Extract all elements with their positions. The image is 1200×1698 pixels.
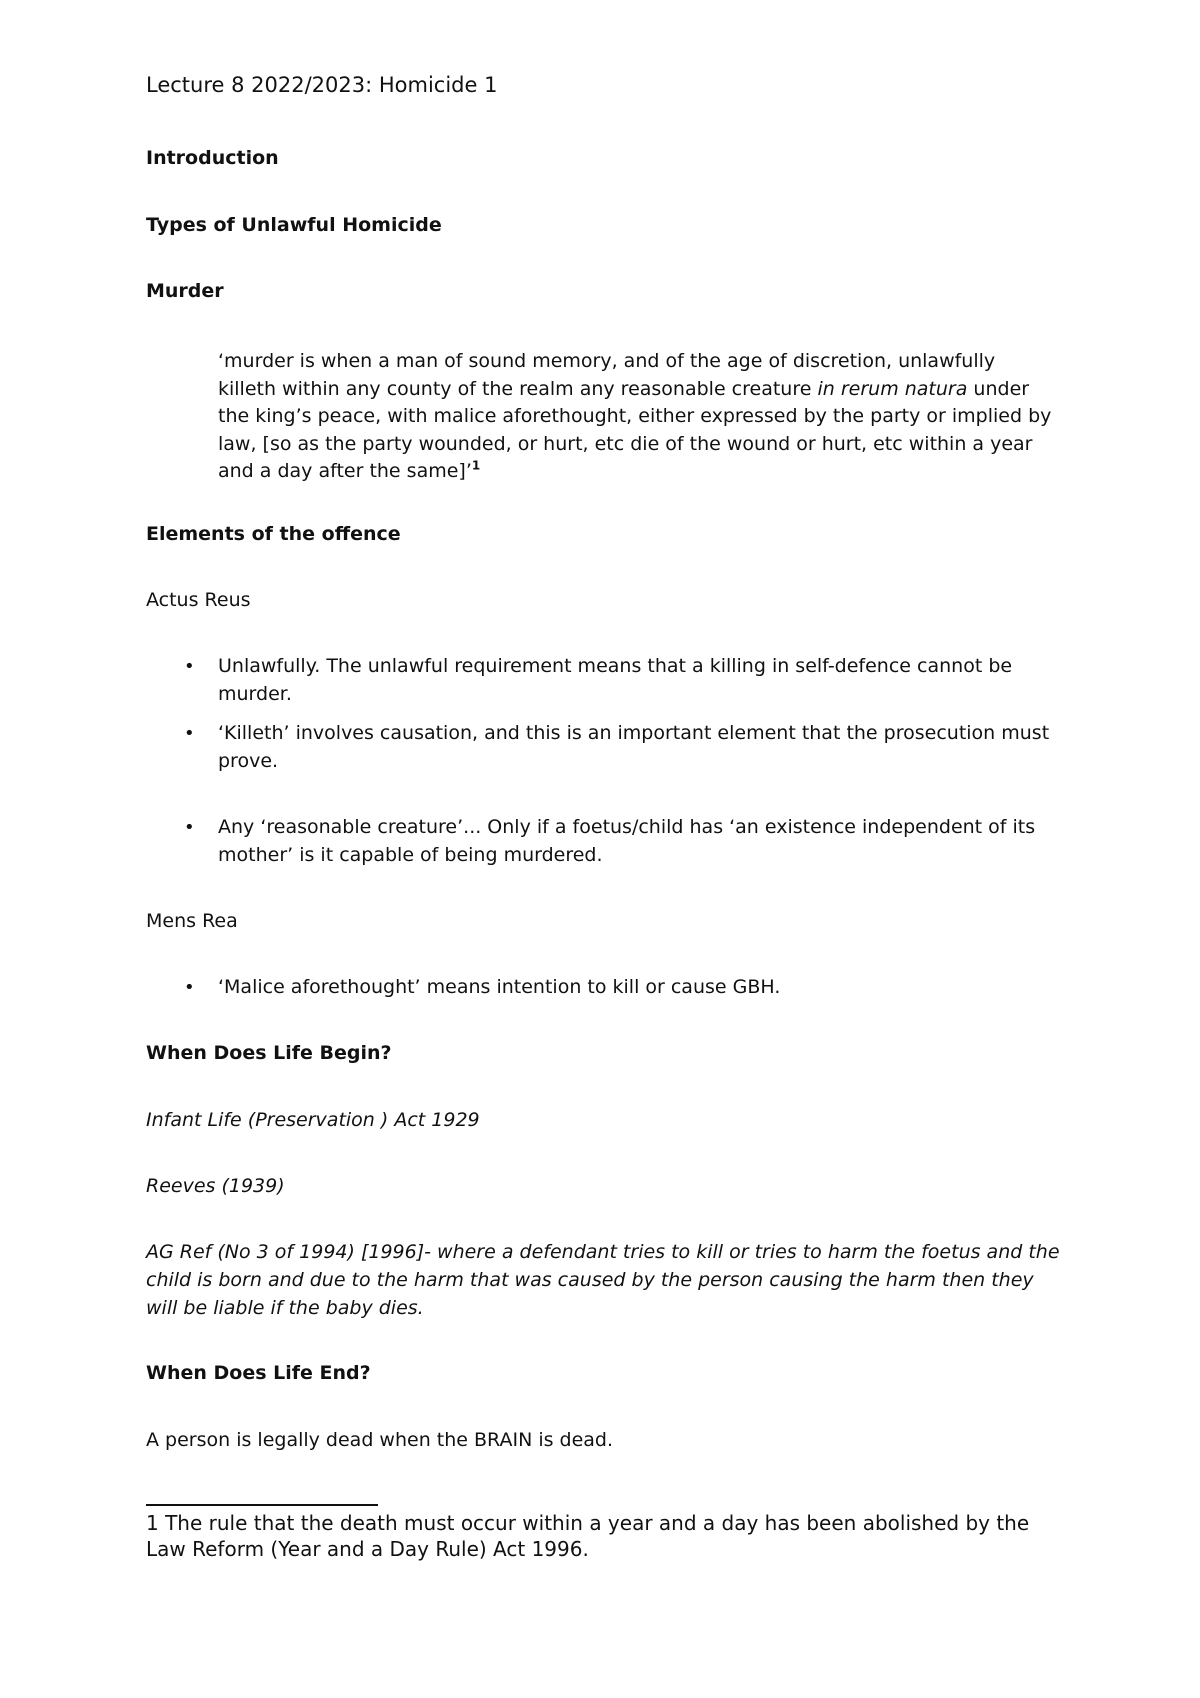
actus-reus-bullet-text: Unlawfully. The unlawful requirement means that a killing in self-defence cannot be murder. [218,655,1013,705]
actus-reus-bullet-text: Any ‘reasonable creature’... Only if a foetus/child has ‘an existence independent of its mother’ is it capable of being murdered. [218,816,1036,866]
heading-types-of-unlawful-homicide: Types of Unlawful Homicide [146,214,442,236]
heading-when-does-life-begin: When Does Life Begin? [146,1042,392,1064]
quote-text-part2: under the king’s peace, with malice aforethought, either expressed by the party or implied by law, [so as the party wounded, or hurt, etc die of the wound or hurt, etc within a year and a day after the same]’ [218,377,1052,482]
quote-text-part1: ‘murder is when a man of sound memory, and of the age of discretion, unlawfully killeth within any county of the realm any reasonable creature [218,350,996,400]
heading-introduction: Introduction [146,147,279,169]
murder-definition-quote [218,348,1058,486]
page-title: Lecture 8 2022/2023: Homicide 1 [146,73,498,97]
footnote-divider [146,1504,378,1506]
footnote-text: 1 The rule that the death must occur within a year and a day has been abolished by the Law Reform (Year and a Day Rule) Act 1996. [146,1511,1030,1561]
mens-rea-bullet-text: ‘Malice aforethought’ means intention to kill or cause GBH. [218,976,781,998]
actus-reus-bullet-text: ‘Killeth’ involves causation, and this is an important element that the prosecution must prove. [218,722,1050,772]
heading-when-does-life-end: When Does Life End? [146,1362,371,1384]
heading-murder: Murder [146,280,224,302]
heading-actus-reus: Actus Reus [146,589,251,611]
brain-dead-statement: A person is legally dead when the BRAIN is dead. [146,1429,614,1451]
heading-mens-rea: Mens Rea [146,910,238,932]
quote-text-italic: in rerum natura [817,377,968,400]
bullet-icon: • [184,977,195,998]
case-reeves: Reeves (1939) [146,1175,285,1197]
footnote-reference[interactable]: 1 [471,458,481,473]
bullet-icon: • [184,723,195,744]
case-ag-ref: AG Ref (No 3 of 1994) [1996]- where a defendant tries to kill or tries to harm the foetus and the child is born and due to the harm that was caused by the person causing the harm then they will be liable if the baby dies. [146,1241,1060,1319]
heading-elements-of-offence: Elements of the offence [146,523,401,545]
bullet-icon: • [184,656,195,677]
bullet-icon: • [184,817,195,838]
case-infant-life-act: Infant Life (Preservation ) Act 1929 [146,1109,480,1131]
